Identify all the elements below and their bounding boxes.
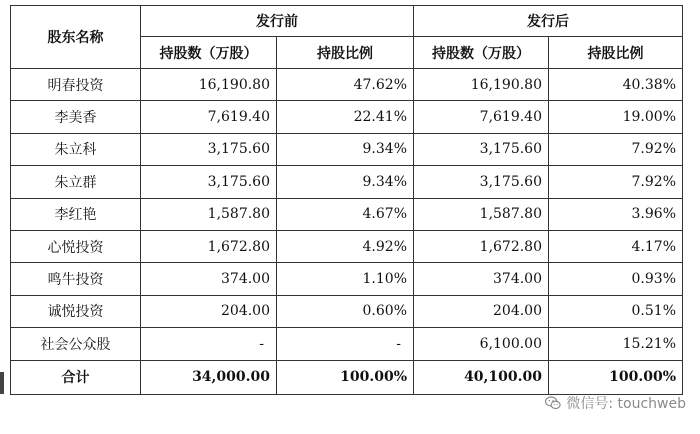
table-row [11,69,683,101]
header-after-issue: 发行后 [414,6,683,37]
total-before-ratio: 100.00% [277,360,414,394]
total-after-shares: 40,100.00 [414,360,549,394]
header-before-shares: 持股数（万股） [141,37,277,69]
shareholder-name: 鸣牛投资 [11,263,141,295]
before-shares: 1,587.80 [141,198,277,230]
table-row [11,230,683,262]
after-ratio: 0.51% [549,295,683,327]
shareholder-name: 明春投资 [11,69,141,101]
header-before-ratio: 持股比例 [277,37,414,69]
watermark-text: 微信号: touchweb [566,396,686,412]
after-ratio: 19.00% [549,101,683,133]
shareholder-name: 诚悦投资 [11,295,141,327]
after-shares: 3,175.60 [414,133,549,165]
table-row [11,263,683,295]
after-shares: 1,587.80 [414,198,549,230]
table-row [11,328,683,360]
shareholder-name: 朱立科 [11,133,141,165]
header-shareholder-name: 股东名称 [11,6,141,69]
header-row-groups [11,6,683,37]
header-after-ratio: 持股比例 [549,37,683,69]
before-shares: 3,175.60 [141,133,277,165]
before-ratio: 22.41% [277,101,414,133]
after-ratio: 3.96% [549,198,683,230]
before-ratio: 0.60% [277,295,414,327]
shareholder-name: 心悦投资 [11,230,141,262]
header-after-shares: 持股数（万股） [414,37,549,69]
total-label: 合计 [11,360,141,394]
before-ratio: - [277,328,414,360]
before-shares: 16,190.80 [141,69,277,101]
table-row [11,198,683,230]
after-ratio: 40.38% [549,69,683,101]
shareholder-name: 朱立群 [11,166,141,198]
after-ratio: 0.93% [549,263,683,295]
wechat-icon [544,394,562,412]
shareholding-table [10,5,683,395]
header-before-issue: 发行前 [141,6,414,37]
after-shares: 3,175.60 [414,166,549,198]
after-ratio: 7.92% [549,166,683,198]
shareholder-name: 李美香 [11,101,141,133]
before-shares: 374.00 [141,263,277,295]
before-shares: - [141,328,277,360]
page-edge-marker [0,372,4,394]
before-shares: 204.00 [141,295,277,327]
total-row [11,360,683,394]
shareholder-name: 社会公众股 [11,328,141,360]
shareholder-name: 李红艳 [11,198,141,230]
before-ratio: 4.92% [277,230,414,262]
total-before-shares: 34,000.00 [141,360,277,394]
before-shares: 1,672.80 [141,230,277,262]
total-after-ratio: 100.00% [549,360,683,394]
before-ratio: 47.62% [277,69,414,101]
wechat-watermark [544,393,686,413]
cropped-text-line [62,414,372,420]
after-shares: 374.00 [414,263,549,295]
before-ratio: 9.34% [277,133,414,165]
after-shares: 6,100.00 [414,328,549,360]
after-shares: 7,619.40 [414,101,549,133]
before-shares: 3,175.60 [141,166,277,198]
table-row [11,101,683,133]
after-ratio: 15.21% [549,328,683,360]
before-shares: 7,619.40 [141,101,277,133]
table-row [11,133,683,165]
before-ratio: 9.34% [277,166,414,198]
after-shares: 204.00 [414,295,549,327]
table-row [11,166,683,198]
after-ratio: 7.92% [549,133,683,165]
before-ratio: 1.10% [277,263,414,295]
after-ratio: 4.17% [549,230,683,262]
after-shares: 1,672.80 [414,230,549,262]
after-shares: 16,190.80 [414,69,549,101]
table-row [11,295,683,327]
before-ratio: 4.67% [277,198,414,230]
